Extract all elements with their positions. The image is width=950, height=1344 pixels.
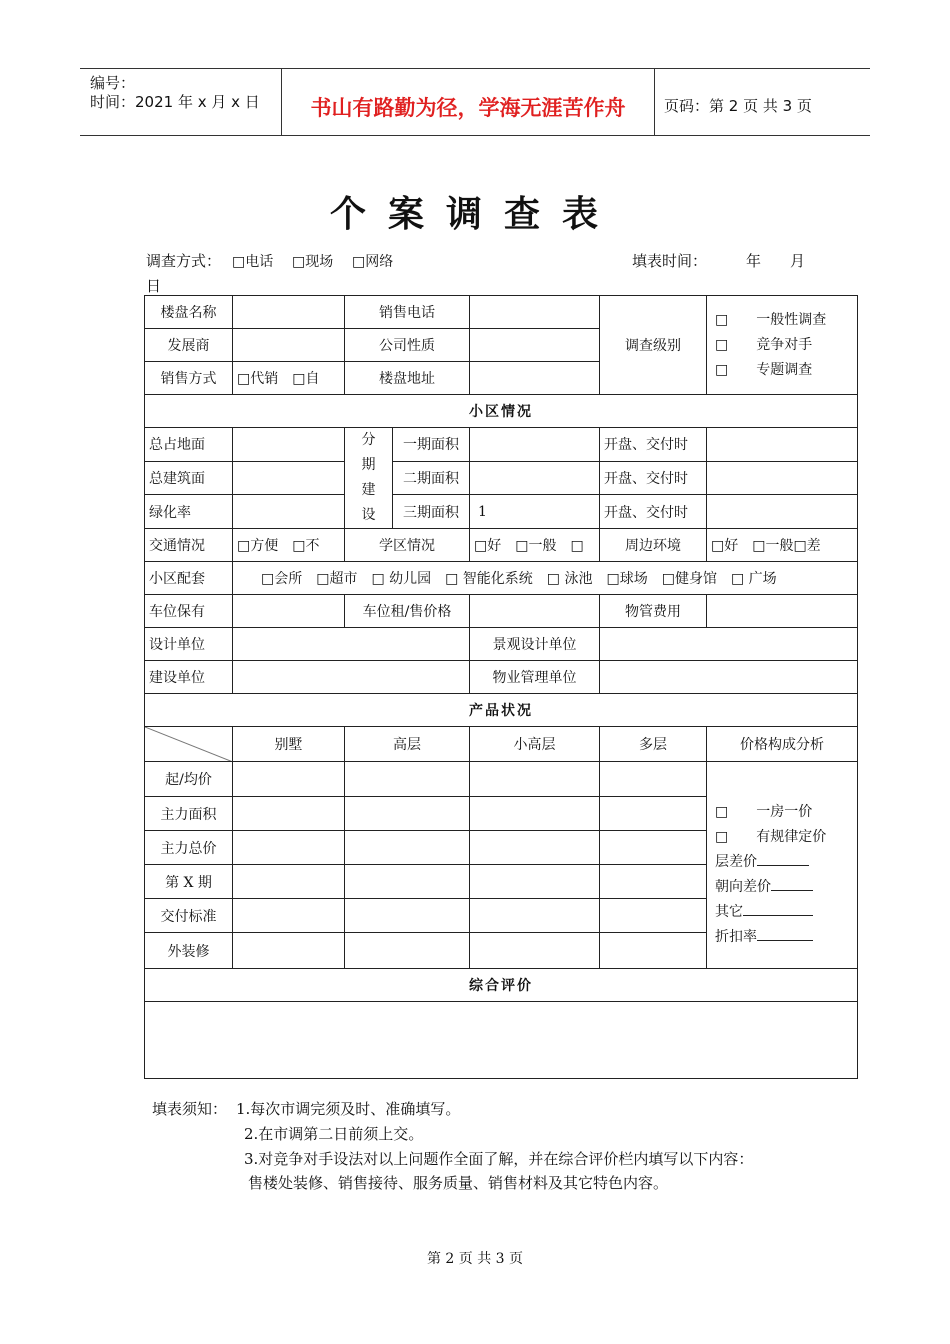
other-label: 其它 bbox=[715, 904, 743, 920]
discount-field[interactable] bbox=[715, 925, 853, 950]
orientation-diff-field[interactable] bbox=[715, 875, 853, 900]
cell-small-highrise-exterior[interactable] bbox=[470, 933, 600, 969]
orientation-diff-label: 朝向差价 bbox=[715, 879, 771, 895]
note-item-4: 售楼处装修、销售接待、服务质量、销售材料及其它特色内容。 bbox=[248, 1174, 669, 1192]
input-green-rate[interactable] bbox=[233, 495, 345, 529]
discount-label: 折扣率 bbox=[715, 929, 757, 945]
row-label-main-area: 主力面积 bbox=[145, 797, 233, 831]
phase-char-2: 期 bbox=[361, 457, 376, 473]
cell-multistory-phase[interactable] bbox=[600, 865, 707, 899]
notes-label: 填表须知： bbox=[152, 1100, 228, 1118]
input-design-unit[interactable] bbox=[233, 628, 470, 661]
input-build-unit[interactable] bbox=[233, 661, 470, 694]
input-landscape-unit[interactable] bbox=[600, 628, 858, 661]
col-villa: 别墅 bbox=[233, 727, 345, 762]
label-green-rate: 绿化率 bbox=[145, 495, 233, 529]
cell-highrise-exterior[interactable] bbox=[345, 933, 470, 969]
note-item-3: 3.对竞争对手设法对以上问题作全面了解，并在综合评价栏内填写以下内容： bbox=[244, 1150, 754, 1168]
input-open-delivery-1[interactable] bbox=[707, 428, 858, 462]
section-evaluation: 综合评价 bbox=[145, 969, 858, 1002]
header-time: 时间：2021 年 x 月 x 日 bbox=[90, 93, 260, 111]
label-total-build: 总建筑面 bbox=[145, 461, 233, 495]
label-open-delivery-1: 开盘、交付时 bbox=[600, 428, 707, 462]
surroundings-options[interactable]: □好 □一般□差 bbox=[707, 529, 858, 562]
label-survey-level: 调查级别 bbox=[600, 296, 707, 395]
label-facilities: 小区配套 bbox=[145, 562, 233, 595]
header-motto: 书山有路勤为径，学海无涯苦作舟 bbox=[310, 96, 626, 120]
input-phase3-area[interactable]: 1 bbox=[470, 495, 600, 529]
cell-multistory-area[interactable] bbox=[600, 797, 707, 831]
col-small-highrise: 小高层 bbox=[470, 727, 600, 762]
header-number: 编号： bbox=[90, 74, 136, 92]
input-parking-price[interactable] bbox=[470, 595, 600, 628]
note-item-2: 2.在市调第二日前须上交。 bbox=[244, 1125, 424, 1143]
label-property-unit: 物业管理单位 bbox=[470, 661, 600, 694]
cell-villa-delivery[interactable] bbox=[233, 899, 345, 933]
other-field[interactable] bbox=[715, 900, 853, 925]
cell-multistory-total[interactable] bbox=[600, 831, 707, 865]
cell-small-highrise-delivery[interactable] bbox=[470, 899, 600, 933]
cell-highrise-price[interactable] bbox=[345, 762, 470, 797]
header-bottom-line bbox=[80, 135, 870, 136]
survey-option-onsite[interactable]: □现场 bbox=[292, 254, 334, 270]
input-address[interactable] bbox=[470, 362, 600, 395]
label-parking: 车位保有 bbox=[145, 595, 233, 628]
col-price-analysis: 价格构成分析 bbox=[707, 727, 858, 762]
label-mgmt-fee: 物管费用 bbox=[600, 595, 707, 628]
label-open-delivery-3: 开盘、交付时 bbox=[600, 495, 707, 529]
cell-villa-price[interactable] bbox=[233, 762, 345, 797]
row-label-delivery: 交付标准 bbox=[145, 899, 233, 933]
input-company-type[interactable] bbox=[470, 329, 600, 362]
pricing-one-price-checkbox[interactable]: □ 一房一价 bbox=[715, 804, 813, 820]
input-sales-phone[interactable] bbox=[470, 296, 600, 329]
input-open-delivery-2[interactable] bbox=[707, 461, 858, 495]
label-project-name: 楼盘名称 bbox=[145, 296, 233, 329]
survey-level-options bbox=[707, 296, 858, 395]
label-sales-method: 销售方式 bbox=[145, 362, 233, 395]
fill-time-label: 填表时间： bbox=[632, 252, 708, 270]
cell-villa-exterior[interactable] bbox=[233, 933, 345, 969]
input-phase2-area[interactable] bbox=[470, 461, 600, 495]
label-total-land: 总占地面 bbox=[145, 428, 233, 462]
cell-multistory-delivery[interactable] bbox=[600, 899, 707, 933]
phase-char-4: 设 bbox=[361, 507, 376, 523]
survey-form-table bbox=[144, 295, 858, 1079]
cell-villa-phase[interactable] bbox=[233, 865, 345, 899]
evaluation-input[interactable] bbox=[145, 1002, 858, 1079]
fill-time-year: 年 bbox=[746, 252, 762, 270]
survey-method-label: 调查方式： bbox=[146, 252, 222, 270]
phase-char-3: 建 bbox=[361, 482, 376, 498]
facilities-options[interactable]: □会所 □超市 □ 幼儿园 □ 智能化系统 □ 泳池 □球场 □健身馆 □ 广场 bbox=[233, 562, 858, 595]
school-options[interactable]: □好 □一般 □ bbox=[470, 529, 600, 562]
label-traffic: 交通情况 bbox=[145, 529, 233, 562]
traffic-options[interactable]: □方便 □不 bbox=[233, 529, 345, 562]
header-top-line bbox=[80, 68, 870, 69]
page-footer: 第 2 页 共 3 页 bbox=[426, 1251, 524, 1267]
cell-multistory-price[interactable] bbox=[600, 762, 707, 797]
label-phased-construction bbox=[345, 428, 393, 529]
label-design-unit: 设计单位 bbox=[145, 628, 233, 661]
label-company-type: 公司性质 bbox=[345, 329, 470, 362]
input-phase1-area[interactable] bbox=[470, 428, 600, 462]
diagonal-line bbox=[145, 727, 233, 762]
page-title: 个案调查表 bbox=[329, 194, 620, 235]
row-label-phase: 第 X 期 bbox=[145, 865, 233, 899]
phase-char-1: 分 bbox=[361, 432, 376, 448]
col-multistory: 多层 bbox=[600, 727, 707, 762]
section-community: 小区情况 bbox=[145, 395, 858, 428]
cell-small-highrise-phase[interactable] bbox=[470, 865, 600, 899]
cell-highrise-total[interactable] bbox=[345, 831, 470, 865]
pricing-regular-checkbox[interactable]: □ 有规律定价 bbox=[715, 829, 827, 845]
survey-option-online[interactable]: □网络 bbox=[352, 254, 394, 270]
floor-diff-label: 层差价 bbox=[715, 854, 757, 870]
label-phase3-area: 三期面积 bbox=[393, 495, 470, 529]
fill-time-month: 月 bbox=[790, 252, 806, 270]
cell-highrise-delivery[interactable] bbox=[345, 899, 470, 933]
row-label-start-price: 起/均价 bbox=[145, 762, 233, 797]
cell-small-highrise-total[interactable] bbox=[470, 831, 600, 865]
input-project-name[interactable] bbox=[233, 296, 345, 329]
level-general-checkbox[interactable]: □ 一般性调查 bbox=[715, 311, 827, 328]
col-highrise: 高层 bbox=[345, 727, 470, 762]
input-developer[interactable] bbox=[233, 329, 345, 362]
label-open-delivery-2: 开盘、交付时 bbox=[600, 461, 707, 495]
cell-highrise-area[interactable] bbox=[345, 797, 470, 831]
product-header-corner bbox=[145, 727, 233, 762]
label-surroundings: 周边环境 bbox=[600, 529, 707, 562]
label-parking-price: 车位租/售价格 bbox=[345, 595, 470, 628]
input-open-delivery-3[interactable] bbox=[707, 495, 858, 529]
cell-villa-area[interactable] bbox=[233, 797, 345, 831]
cell-small-highrise-price[interactable] bbox=[470, 762, 600, 797]
row-label-main-total: 主力总价 bbox=[145, 831, 233, 865]
label-school: 学区情况 bbox=[345, 529, 470, 562]
input-total-build[interactable] bbox=[233, 461, 345, 495]
label-address: 楼盘地址 bbox=[345, 362, 470, 395]
cell-small-highrise-area[interactable] bbox=[470, 797, 600, 831]
cell-villa-total[interactable] bbox=[233, 831, 345, 865]
label-landscape-unit: 景观设计单位 bbox=[470, 628, 600, 661]
survey-option-phone[interactable]: □电话 bbox=[232, 254, 274, 270]
sales-method-options[interactable]: □代销 □自 bbox=[233, 362, 345, 395]
input-total-land[interactable] bbox=[233, 428, 345, 462]
label-phase1-area: 一期面积 bbox=[393, 428, 470, 462]
cell-multistory-exterior[interactable] bbox=[600, 933, 707, 969]
header-divider-right bbox=[654, 68, 655, 136]
input-property-unit[interactable] bbox=[600, 661, 858, 694]
label-sales-phone: 销售电话 bbox=[345, 296, 470, 329]
fill-time-day: 日 bbox=[146, 277, 162, 295]
cell-highrise-phase[interactable] bbox=[345, 865, 470, 899]
input-parking[interactable] bbox=[233, 595, 345, 628]
label-build-unit: 建设单位 bbox=[145, 661, 233, 694]
label-developer: 发展商 bbox=[145, 329, 233, 362]
label-phase2-area: 二期面积 bbox=[393, 461, 470, 495]
level-special-checkbox[interactable]: □ 专题调查 bbox=[715, 361, 813, 378]
note-item-1: 1.每次市调完须及时、准确填写。 bbox=[236, 1100, 461, 1118]
floor-diff-field[interactable] bbox=[715, 850, 853, 875]
row-label-exterior: 外装修 bbox=[145, 933, 233, 969]
section-product: 产品状况 bbox=[145, 694, 858, 727]
level-competitor-checkbox[interactable]: □ 竞争对手 bbox=[715, 336, 813, 353]
input-mgmt-fee[interactable] bbox=[707, 595, 858, 628]
header-page-info: 页码：第 2 页 共 3 页 bbox=[664, 97, 812, 115]
price-analysis-panel bbox=[707, 762, 858, 969]
